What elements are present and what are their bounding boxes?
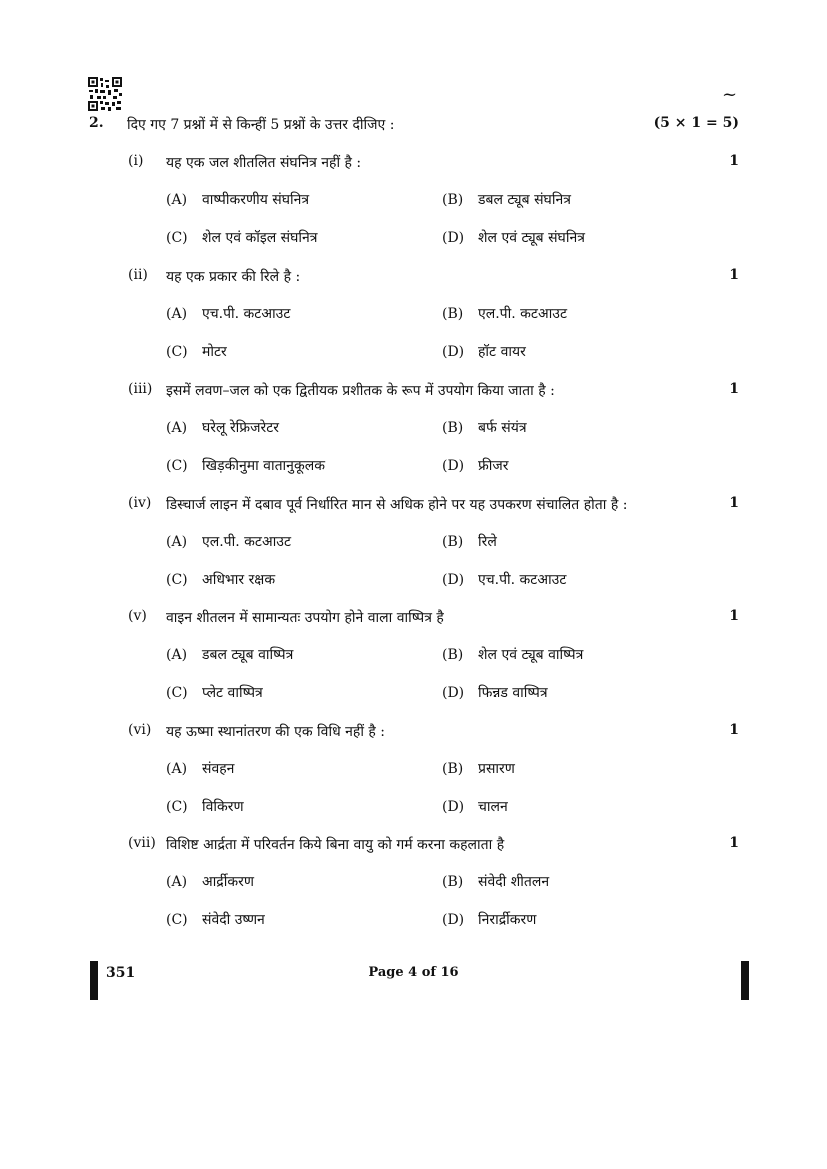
sub-question-mark: 1 <box>729 267 739 283</box>
option-label: (C) <box>166 912 188 928</box>
paper-code: 351 <box>106 965 136 981</box>
option-label: (C) <box>166 572 188 588</box>
option-text: वाष्पीकरणीय संघनित्र <box>202 192 310 208</box>
option-label: (A) <box>166 192 188 208</box>
option-b <box>442 532 497 551</box>
option-label: (C) <box>166 230 188 246</box>
option-label: (C) <box>166 458 188 474</box>
option-label: (D) <box>442 685 465 701</box>
option-text: अधिभार रक्षक <box>202 572 276 588</box>
sub-question-text: डिस्चार्ज लाइन में दबाव पूर्व निर्धारित मान से अधिक होने पर यह उपकरण संचालित होता है : <box>166 497 628 513</box>
option-text: शेल एवं ट्यूब वाष्पित्र <box>478 647 584 663</box>
sub-question-iii <box>0 381 827 495</box>
sub-question-text: विशिष्ट आर्द्रता में परिवर्तन किये बिना वायु को गर्म करना कहलाता है <box>166 837 505 853</box>
sub-question-mark: 1 <box>729 153 739 169</box>
option-label: (D) <box>442 230 465 246</box>
option-c <box>166 456 325 475</box>
corner-mark: ~ <box>722 84 738 105</box>
sub-question-number: (v) <box>128 608 147 624</box>
option-label: (A) <box>166 534 188 550</box>
option-text: मोटर <box>202 344 227 360</box>
option-text: घरेलू रेफ्रिजरेटर <box>202 420 279 436</box>
option-text: एच.पी. कटआउट <box>202 306 291 322</box>
qr-code-icon <box>88 77 122 111</box>
sub-question-mark: 1 <box>729 722 739 738</box>
option-text: शेल एवं कॉइल संघनित्र <box>202 230 318 246</box>
option-label: (B) <box>442 534 464 550</box>
option-text: विकिरण <box>202 799 244 815</box>
sub-question-ii <box>0 267 827 381</box>
option-label: (B) <box>442 192 464 208</box>
option-label: (B) <box>442 874 464 890</box>
sub-question-text: यह एक जल शीतलित संघनित्र नहीं है : <box>166 155 362 171</box>
option-d <box>442 797 508 816</box>
option-label: (D) <box>442 344 465 360</box>
option-label: (D) <box>442 572 465 588</box>
sub-question-number: (vi) <box>128 722 152 738</box>
option-label: (D) <box>442 458 465 474</box>
option-a <box>166 304 290 323</box>
question-header <box>0 115 827 137</box>
option-text: फिन्नड वाष्पित्र <box>478 685 548 701</box>
option-c <box>166 342 227 361</box>
sub-question-i <box>0 153 827 267</box>
option-label: (A) <box>166 874 188 890</box>
option-label: (B) <box>442 306 464 322</box>
option-text: फ्रीजर <box>478 458 509 474</box>
option-text: शेल एवं ट्यूब संघनित्र <box>478 230 585 246</box>
option-d <box>442 342 526 361</box>
option-text: रिले <box>478 534 497 550</box>
option-a <box>166 759 234 778</box>
option-label: (A) <box>166 420 188 436</box>
option-text: एल.पी. कटआउट <box>478 306 568 322</box>
marks-scheme: (5 × 1 = 5) <box>653 115 739 131</box>
option-c <box>166 910 265 929</box>
option-label: (D) <box>442 912 465 928</box>
option-text: हॉट वायर <box>478 344 526 360</box>
option-a <box>166 645 293 664</box>
sub-question-number: (i) <box>128 153 144 169</box>
option-d <box>442 228 585 247</box>
option-text: प्रसारण <box>478 761 515 777</box>
option-b <box>442 418 527 437</box>
footer-bar-right <box>741 961 749 1000</box>
sub-question-mark: 1 <box>729 381 739 397</box>
sub-question-text: यह एक प्रकार की रिले है : <box>166 269 301 285</box>
option-label: (B) <box>442 647 464 663</box>
question-instruction: दिए गए 7 प्रश्नों में से किन्हीं 5 प्रश्नों के उत्तर दीजिए : <box>127 117 395 133</box>
option-b <box>442 645 583 664</box>
option-label: (A) <box>166 647 188 663</box>
sub-question-mark: 1 <box>729 835 739 851</box>
option-label: (A) <box>166 761 188 777</box>
option-text: एल.पी. कटआउट <box>202 534 292 550</box>
option-text: खिड़कीनुमा वातानुकूलक <box>202 458 325 474</box>
option-text: संवेदी शीतलन <box>478 874 550 890</box>
sub-question-text: इसमें लवण–जल को एक द्वितीयक प्रशीतक के रूप में उपयोग किया जाता है : <box>166 383 555 399</box>
option-text: प्लेट वाष्पित्र <box>202 685 263 701</box>
sub-question-text: यह ऊष्मा स्थानांतरण की एक विधि नहीं है : <box>166 724 386 740</box>
option-d <box>442 570 566 589</box>
option-text: बर्फ संयंत्र <box>478 420 527 436</box>
question-number: 2. <box>89 115 104 131</box>
option-b <box>442 304 567 323</box>
option-c <box>166 683 263 702</box>
option-a <box>166 872 254 891</box>
option-text: चालन <box>478 799 508 815</box>
option-label: (B) <box>442 761 464 777</box>
sub-question-iv <box>0 495 827 609</box>
option-label: (B) <box>442 420 464 436</box>
option-text: निरार्द्रीकरण <box>478 912 537 928</box>
option-c <box>166 570 275 589</box>
option-label: (C) <box>166 685 188 701</box>
sub-question-number: (vii) <box>128 835 156 851</box>
option-b <box>442 872 549 891</box>
option-label: (D) <box>442 799 465 815</box>
option-b <box>442 190 571 209</box>
sub-question-number: (iv) <box>128 495 152 511</box>
sub-question-number: (ii) <box>128 267 148 283</box>
page-number: Page 4 of 16 <box>368 965 459 980</box>
option-c <box>166 797 244 816</box>
option-c <box>166 228 318 247</box>
option-text: आर्द्रीकरण <box>202 874 254 890</box>
sub-question-vi <box>0 722 827 836</box>
option-d <box>442 683 548 702</box>
option-a <box>166 190 309 209</box>
sub-question-mark: 1 <box>729 495 739 511</box>
option-a <box>166 532 291 551</box>
option-text: डबल ट्यूब वाष्पित्र <box>202 647 294 663</box>
sub-question-mark: 1 <box>729 608 739 624</box>
option-a <box>166 418 279 437</box>
option-label: (C) <box>166 799 188 815</box>
option-label: (C) <box>166 344 188 360</box>
sub-question-number: (iii) <box>128 381 153 397</box>
option-text: संवहन <box>202 761 235 777</box>
option-label: (A) <box>166 306 188 322</box>
option-d <box>442 910 536 929</box>
sub-question-v <box>0 608 827 722</box>
sub-question-text: वाइन शीतलन में सामान्यतः उपयोग होने वाला वाष्पित्र है <box>166 610 444 626</box>
option-b <box>442 759 515 778</box>
option-d <box>442 456 509 475</box>
sub-question-vii <box>0 835 827 949</box>
option-text: एच.पी. कटआउट <box>478 572 567 588</box>
option-text: डबल ट्यूब संघनित्र <box>478 192 571 208</box>
option-text: संवेदी उष्णन <box>202 912 265 928</box>
